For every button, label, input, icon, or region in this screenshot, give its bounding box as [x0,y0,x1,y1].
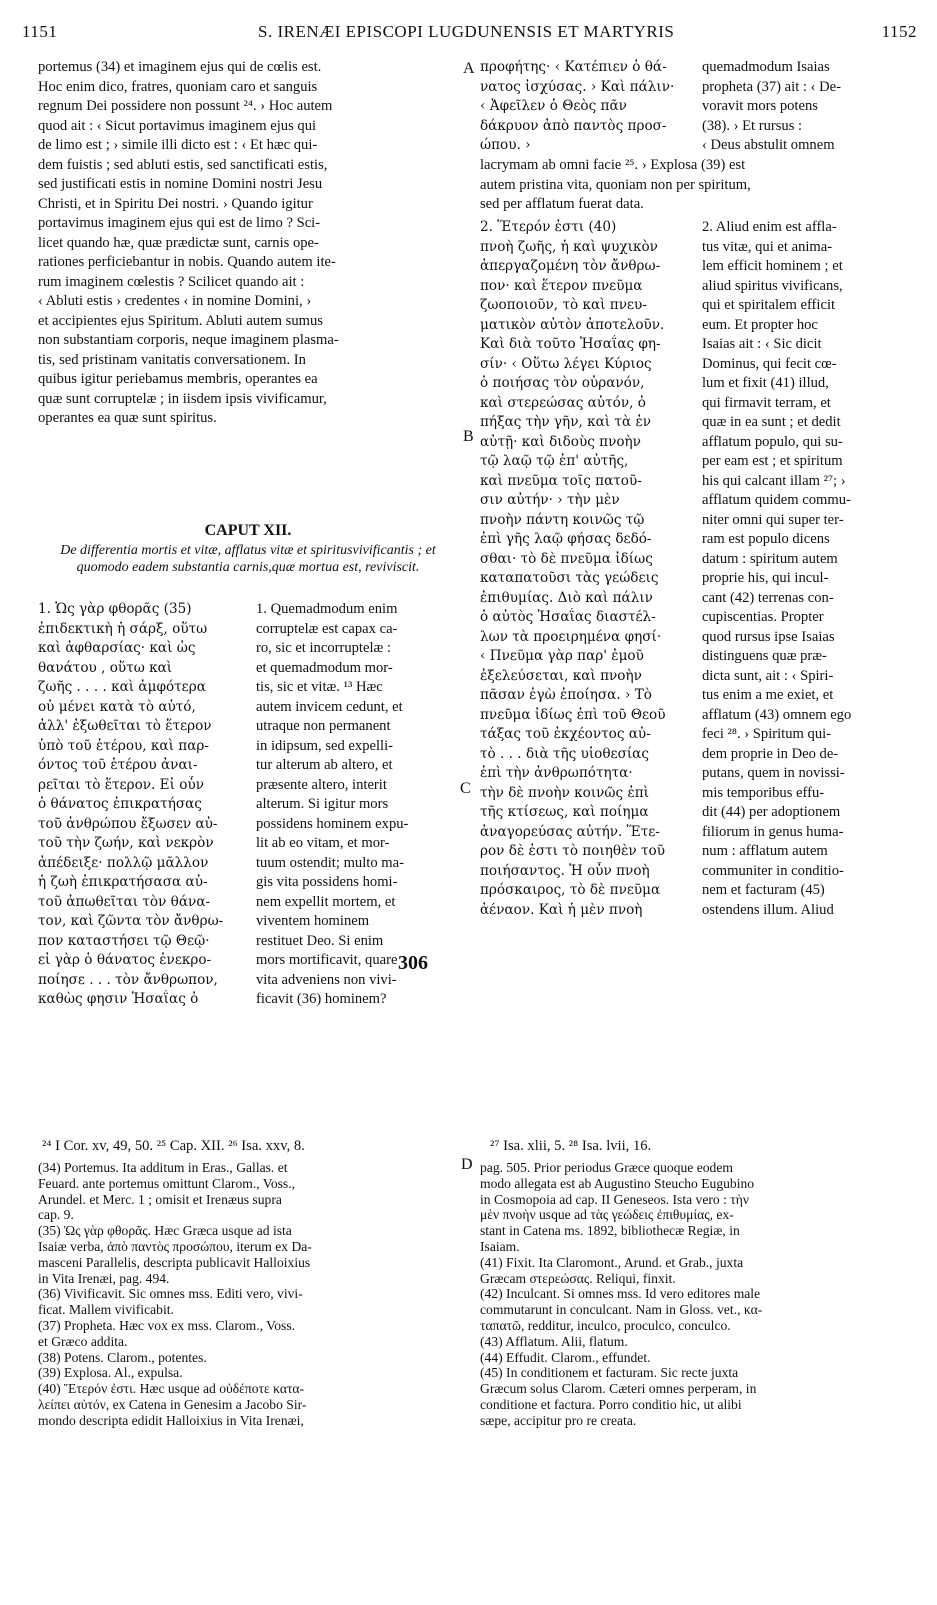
latin-line: et quemadmodum mor- [256,659,393,676]
latin-line: præsente altero, interit [256,776,387,793]
footnote-line: (39) Explosa. Al., expulsa. [38,1365,183,1381]
greek-line: πον· καὶ ἕτερον πνεῦμα [480,277,643,294]
chapter-title: CAPUT XII. [204,522,292,539]
greek-line: ἀναγορεύσας αὐτήν. Ἕτε- [480,823,660,840]
text-line: licet quando hæ, quæ prædictæ sunt, carnis ope- [38,234,319,251]
latin-line: tuum ostendit; multo ma- [256,854,404,871]
greek-line: ματικὸν αὐτὸν ἀποτελοῦν. [480,316,665,333]
footnote-line: (44) Effudit. Clarom., effundet. [480,1349,651,1365]
text-line: quæ sunt corruptelæ ; in iisdem ipsis vivificamur, [38,390,327,407]
greek-line: ἐπιδεκτικὴ ἡ σάρξ, οὕτω [38,620,208,637]
latin-line: (38). › Et rursus : [702,117,803,134]
greek-line: ‹ Ἀφεῖλεν ὁ Θεὸς πᾶν [480,98,627,114]
latin-line: cant (42) terrenas con- [702,589,834,606]
latin-line: lum et fixit (41) illud, [702,375,829,391]
greek-line: πρόσκαιρος, τὸ δὲ πνεῦμα [480,882,661,898]
footnote-line: masceni Parallelis, descripta publicavit Halloixius [38,1254,311,1270]
latin-line: distinguens quæ præ- [702,648,827,664]
greek-line: ἐξελεύσεται, καὶ πνοὴν [480,667,642,684]
text-line: et accipientes ejus Spiritum. Abluti autem sumus [38,312,323,329]
latin-line: afflatum (43) omnem ego [702,706,852,723]
greek-line: νατος ἰσχύσας. › Καὶ πάλιν· [480,78,675,95]
latin-line: num : afflatum autem [702,843,828,859]
greek-line: καὶ πνεῦμα τοῖς πατοῦ- [480,472,642,489]
footnote-line: stant in Catena ms. 1892, bibliothecæ Regiæ, in [480,1223,740,1239]
latin-line: ro, sic et incorruptelæ : [256,640,391,656]
greek-line: 1. Ὡς γὰρ φθορᾶς (35) [38,601,192,617]
text-line: operantes ea quæ sunt spiritus. [38,410,217,426]
text-line: Hoc enim dico, fratres, quoniam caro et sanguis [38,78,318,95]
greek-line: λων τὰ προειρημένα φησί· [480,628,662,645]
greek-line: σιν αὐτήν· › τὴν μὲν [480,492,620,508]
greek-line: οὐ μένει κατὰ τὸ αὐτό, [38,698,196,715]
text-line: regnum Dei possidere non possunt ²⁴. › Hoc autem [38,98,333,114]
left-greek-column [38,600,248,1010]
edition-page-number: 306 [398,952,428,974]
footnotes-left [38,1160,458,1429]
footnote-line: ταπατῶ, redditur, inculco, proculco, conculco. [480,1317,731,1333]
footnote-line: commutarunt in conculcant. Nam in Gloss. vet., κα- [480,1302,763,1318]
footnote-line: Isaiam. [480,1238,520,1254]
latin-line: afflatum quidem commu- [702,492,851,508]
greek-line: ὑπὸ τοῦ ἑτέρου, καὶ παρ- [38,737,209,754]
greek-line: προφήτης· ‹ Κατέπιεν ὁ θά- [480,59,667,75]
greek-line: πήξας τὴν γῆν, καὶ τὰ ἐν [480,414,652,430]
greek-line: ἐπιθυμίας. Διὸ καὶ πάλιν [480,589,653,606]
middle-greek-top [480,58,695,156]
latin-line: possidens hominem expu- [256,815,409,832]
latin-line: tis, sic et vitæ. ¹³ Hæc [256,679,383,695]
latin-line: afflatum populo, qui su- [702,433,843,450]
right-latin-column [702,218,922,920]
text-line: tis, sed pristinam vanitatis conversationem. In [38,351,306,368]
latin-line: sed per afflatum fuerat data. [480,196,644,212]
latin-line: feci ²⁸. › Spiritum qui- [702,726,832,742]
greek-line: ἀπέδειξε· πολλῷ μᾶλλον [38,854,209,871]
footnote-line: sæpe, accipitur pro re creata. [480,1412,637,1428]
greek-line: τάξας τοῦ ἐκχέοντος αὐ- [480,726,651,742]
latin-line: restituet Deo. Si enim [256,932,384,949]
latin-line: tus enim a me exiet, et [702,687,834,703]
greek-line: καὶ ἀφθαρσίας· καὶ ὡς [38,640,196,656]
page-number-right: 1152 [881,22,917,41]
middle-greek-column [480,218,695,920]
footnote-line: Feuard. ante portemus omittunt Clarom., Voss., [38,1175,296,1191]
footnote-line: in Vita Irenæi, pag. 494. [38,1270,170,1286]
greek-line: ἡ ζωὴ ἐπικρατήσασα αὐ- [38,874,208,890]
footnote-line: cap. 9. [38,1207,74,1223]
latin-line: qui et spiritalem efficit [702,297,836,313]
footnote-line: in Cosmopoia ad cap. II Geneseos. Ista vero : τὴν [480,1191,750,1207]
footnote-line: (45) In conditionem et facturam. Sic recte juxta [480,1365,739,1381]
greek-line: αὐτῇ· καὶ διδοὺς πνοὴν [480,433,641,450]
greek-line: τοῦ ἀνθρώπου ἔξωσεν αὐ- [38,815,218,832]
latin-line: mors mortificavit, quare [256,952,398,968]
latin-line: niter omni qui super ter- [702,511,844,528]
latin-line: cupiscentias. Propter [702,609,824,625]
greek-line: ὁ αὐτὸς Ἡσαΐας διαστέλ- [480,609,656,625]
greek-line: πνοὴ ζωῆς, ἡ καὶ ψυχικὸν [480,238,658,255]
text-line: quibus igitur periebamus membris, operantes ea [38,371,318,387]
greek-line: ὁ ποιήσας τὸν οὐρανόν, [480,375,645,391]
greek-line: ὁ θάνατος ἐπικρατήσας [38,796,202,812]
greek-line: τῆς κτίσεως, καὶ ποίημα [480,804,649,820]
latin-line: lem efficit hominem ; et [702,258,843,274]
page-number-left: 1151 [22,22,58,41]
footnote-line: conditione et factura. Porro conditio hic, ut alibi [480,1396,742,1412]
latin-line: corruptelæ est capax ca- [256,620,398,637]
latin-line: 1. Quemadmodum enim [256,601,398,617]
chapter-subtitle [38,542,458,576]
latin-line: datum : spiritum autem [702,550,838,567]
latin-line: voravit mors potens [702,98,818,114]
latin-line: tus vitæ, qui et anima- [702,238,833,255]
latin-line: viventem hominem [256,913,370,929]
footnote-line: Græcum solus Clarom. Cæteri omnes perperam, in [480,1381,757,1397]
greek-line: ζωῆς . . . . καὶ ἀμφότερα [38,679,206,695]
footnote-line: et Græco addita. [38,1333,128,1349]
greek-line: ρον δὲ ἐστι τὸ ποιηθὲν τοῦ [480,843,665,859]
latin-line: eum. Et propter hoc [702,316,818,333]
latin-line: tur alterum ab altero, et [256,757,393,773]
left-column-latin-text [38,58,458,429]
greek-line: δάκρυον ἀπὸ παντὸς προσ- [480,117,667,134]
margin-marker-c: C [460,780,471,797]
latin-line: 2. Aliud enim est affla- [702,219,837,235]
greek-line: ζωοποιοῦν, τὸ καὶ πνευ- [480,297,647,313]
left-latin-column [256,600,460,1010]
footnote-line: (35) Ὡς γὰρ φθορᾶς. Hæc Græca usque ad ista [38,1223,292,1239]
chapter-subtitle-line: vivificantis ; et quomodo eadem substantia carnis, [76,543,436,575]
latin-line: proprie his, qui incul- [702,570,829,586]
margin-marker-b: B [463,428,474,445]
text-line: dem fuistis ; sed abluti estis, sed sanctificati estis, [38,156,328,173]
greek-line: πνεῦμα ἰδίως ἐπὶ τοῦ Θεοῦ [480,706,666,723]
greek-line: ἀλλ' ἐξωθεῖται τὸ ἕτερον [38,718,212,734]
latin-line: dit (44) per adoptionem [702,804,841,820]
greek-line: πᾶσαν ἐγὼ ἐποίησα. › Τὸ [480,687,652,703]
greek-line: τῷ λαῷ τῷ ἐπ' αὐτῆς, [480,453,629,469]
footnote-line: (40) Ἕτερόν ἐστι. Hæc usque ad οὐδέποτε κατα- [38,1381,305,1397]
latin-line: lit ab eo vitam, et mor- [256,835,390,851]
running-header-title: S. IRENÆI EPISCOPI LUGDUNENSIS ET MARTYRIS [258,22,675,41]
wide-latin-passage [480,156,922,215]
greek-line: σθαι· τὸ δὲ πνεῦμα ἰδίως [480,550,653,567]
footnote-line: mondo descripta edidit Halloixius in Vita Irenæi, [38,1412,304,1428]
footnote-line: (38) Potens. Clarom., potentes. [38,1349,207,1365]
latin-line: Isaias ait : ‹ Sic dicit [702,336,822,352]
latin-line: filiorum in genus huma- [702,823,844,840]
greek-line: ἀπεργαζομένη τὸν ἄνθρω- [480,258,661,274]
footnote-line: (42) Inculcant. Si omnes mss. Id vero editores male [480,1286,761,1302]
latin-line: quemadmodum Isaias [702,59,830,75]
latin-line: alterum. Si igitur mors [256,796,389,812]
text-line: portemus (34) et imaginem ejus qui de cœlis est. [38,59,322,75]
greek-line: τὸ . . . διὰ τῆς υἱοθεσίας [480,745,649,762]
latin-line: communiter in conditio- [702,862,844,879]
footnote-line: Arundel. et Merc. 1 ; omisit et Irenæus supra [38,1191,282,1207]
greek-line: τοῦ τὴν ζωήν, καὶ νεκρὸν [38,835,214,851]
footnote-line: modo allegata est ab Augustino Steucho Eugubino [480,1175,755,1191]
latin-line: Dominus, qui fecit cœ- [702,355,837,372]
greek-line: ‹ Πνεῦμα γὰρ παρ' ἐμοῦ [480,648,644,664]
greek-line: Καὶ διὰ τοῦτο Ἡσαΐας φη- [480,336,661,352]
greek-line: ἐπὶ γῆς λαῷ φήσας δεδό- [480,531,652,547]
latin-line: per eam est ; et spiritum [702,453,843,469]
greek-line: σίν· ‹ Οὕτω λέγει Κύριος [480,355,652,372]
text-line: rationes perficiebantur in nobis. Quando autem ite- [38,254,336,270]
greek-line: καταπατοῦσι τὰς γεώδεις [480,570,659,586]
latin-line: qui firmavit terram, et [702,394,831,411]
text-line: sed justificati estis in nomine Domini nostri Jesu [38,176,323,192]
latin-line: dem proprie in Deo de- [702,745,839,762]
footnote-line: (34) Portemus. Ita additum in Eras., Gallas. et [38,1160,288,1175]
latin-line: gis vita possidens homi- [256,874,398,890]
footnote-line: Græcam στερεώσας. Reliqui, finxit. [480,1270,676,1286]
greek-line: πνοὴν πάντη κοινῶς τῷ [480,511,645,528]
latin-line: lacrymam ab omni facie ²⁵. › Explosa (39) est [480,157,746,173]
text-line: quod ait : ‹ Sicut portavimus imaginem ejus qui [38,117,317,134]
latin-line: aliud spiritus vivificans, [702,277,843,294]
text-line: de limo est ; › simile illi dicto est : ‹ Et hæc qui- [38,137,318,153]
greek-line: ἀέναον. Καὶ ἡ μὲν πνοὴ [480,901,643,918]
latin-line: propheta (37) ait : ‹ De- [702,78,841,95]
footnote-line: (36) Vivificavit. Sic omnes mss. Editi vero, vivi- [38,1286,303,1302]
greek-line: πον καταστήσει τῷ Θεῷ· [38,932,210,949]
footnote-line: (41) Fixit. Ita Claromont., Arund. et Grab., juxta [480,1254,744,1270]
latin-line: quæ in ea sunt ; et dedit [702,414,841,430]
greek-line: ποίησε . . . τὸν ἄνθρωπον, [38,971,218,988]
greek-line: καὶ στερεώσας αὐτόν, ὁ [480,394,646,411]
latin-line: dicta sunt, ait : ‹ Spiri- [702,667,834,684]
footnote-line: ficat. Mallem vivificabit. [38,1302,174,1318]
margin-marker-a: A [463,60,475,77]
text-line: Christi, et in Spiritu Dei nostri. › Quando igitur [38,195,313,212]
text-line: rum imaginem cœlestis ? Scilicet quando ait : [38,273,305,290]
latin-line: quod rursus ipse Isaias [702,628,835,645]
text-line: non substantiam corporis, neque imaginem plasma- [38,332,339,348]
latin-line: autem invicem cedunt, et [256,698,403,715]
text-line: ‹ Abluti estis › credentes ‹ in nomine Domini, › [38,293,312,309]
footnote-line: λείπει αὐτόν, ex Catena in Genesim a Jacobo Sir- [38,1396,307,1412]
scripture-refs-left: ²⁴ I Cor. xv, 49, 50. ²⁵ Cap. XII. ²⁶ Isa. xxv, 8. [42,1138,305,1154]
greek-line: καθὼς φησιν Ἡσαΐας ὁ [38,991,199,1007]
latin-line: ‹ Deus abstulit omnem [702,137,835,153]
scripture-refs-right: ²⁷ Isa. xlii, 5. ²⁸ Isa. lvii, 16. [490,1138,652,1154]
greek-line: τον, καὶ ζῶντα τὸν ἄνθρω- [38,913,224,929]
latin-line: nem et facturam (45) [702,882,825,898]
chapter-heading [38,518,458,576]
greek-line: ποιήσαντος. Ἡ οὖν πνοὴ [480,862,650,879]
footnotes-right [480,1160,922,1429]
latin-line: putans, quem in novissi- [702,765,845,781]
latin-line: utraque non permanent [256,718,391,734]
footnote-line: μὲν πνοὴν usque ad τὰς γεώδεις ἐπιθυμίας, ex- [480,1207,734,1223]
latin-line: ficavit (36) hominem? [256,991,387,1007]
chapter-subtitle-line: De differentia mortis et vitæ, afflatus vitæ et spiritus [60,543,353,558]
right-latin-top [702,58,922,156]
footnote-line: pag. 505. Prior periodus Græce quoque eodem [480,1160,733,1175]
latin-line: his qui calcant illam ²⁷; › [702,472,846,489]
chapter-subtitle-line: quæ mortua est, reviviscit. [271,560,420,575]
latin-line: ostendens illum. Aliud [702,901,834,918]
latin-line: autem pristina vita, quoniam non per spiritum, [480,176,751,193]
greek-line: τὴν δὲ πνοὴν κοινῶς ἐπὶ [480,784,650,801]
latin-line: nem expellit mortem, et [256,893,396,910]
greek-line: τοῦ ἀπωθεῖται τὸν θάνα- [38,893,211,910]
footnote-line: Isaiæ verba, ἀπὸ παντὸς προσώπου, iterum ex Da- [38,1238,312,1254]
greek-line: ρεῖται τὸ ἕτερον. Εἰ οὖν [38,776,204,793]
greek-line: ώπου. › [480,137,531,153]
greek-line: ἐπὶ τὴν ἀνθρωπότητα· [480,765,633,781]
footnote-line: (37) Propheta. Hæc vox ex mss. Clarom., Voss. [38,1317,296,1333]
latin-line: ram est populo dicens [702,531,830,547]
margin-marker-d: D [461,1156,473,1173]
greek-line: 2. Ἕτερόν ἐστι (40) [480,219,617,235]
footnote-line: (43) Afflatum. Alii, flatum. [480,1333,628,1349]
latin-line: in idipsum, sed expelli- [256,737,394,754]
greek-line: όντος τοῦ ἑτέρου ἀναι- [38,757,198,773]
latin-line: vita adveniens non vivi- [256,971,397,988]
latin-line: mis temporibus effu- [702,784,825,801]
text-line: portavimus imaginem ejus qui est de limo ? Sci- [38,215,321,231]
greek-line: θανάτου , οὕτω καὶ [38,659,173,676]
greek-line: εἰ γὰρ ὁ θάνατος ἐνεκρο- [38,952,212,968]
